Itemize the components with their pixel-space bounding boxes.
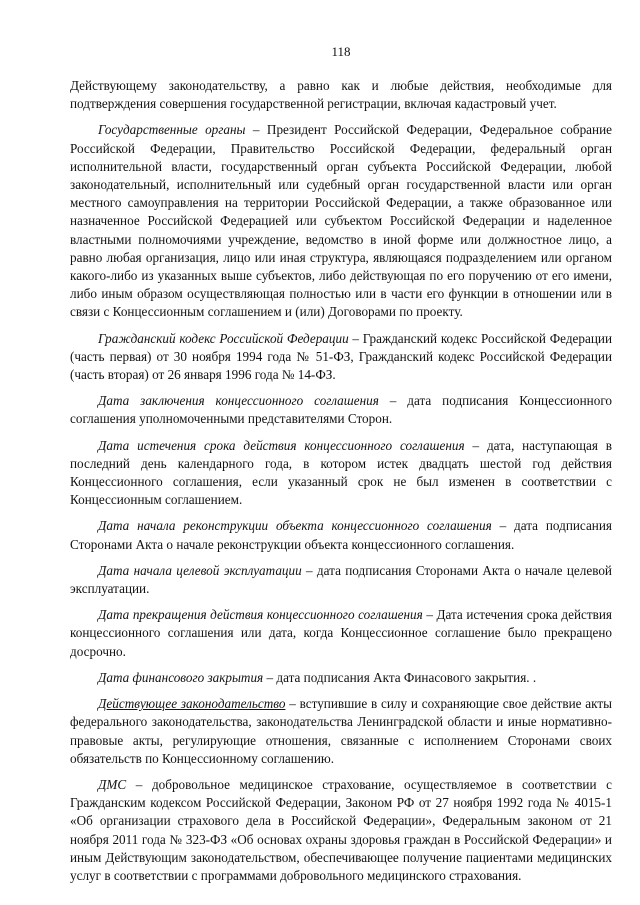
definition-term: Действующее законодательство: [98, 696, 286, 712]
definition-conclusion-date: [70, 392, 612, 428]
definition-operation-start-date: [70, 562, 612, 598]
definition-termination-date: [70, 606, 612, 661]
definition-financial-close-date: [70, 669, 612, 687]
definition-term: Дата истечения срока действия концессионного соглашения: [98, 437, 465, 453]
definition-term: Дата начала реконструкции объекта концессионного соглашения: [98, 518, 492, 534]
definition-text: – Президент Российской Федерации, Федеральное собрание Российской Федерации, Правительство Российской Федерации, федеральный орган исполнительной власти, государственный орган субъекта Российской Федерации, любой законодательный, исполнительный или судебный орган государственной власти или орган местного самоуправления на территории Российской Федерации, а также образованное или назначенное Российской Федерацией или субъектом Российской Федерации и наделенное властными полномочиями учреждение, ведомство в иной форме или должностное лицо, а равно любая организация, лицо или иная структура, являющаяся подразделением или органом какого-либо из указанных выше субъектов, либо действующая по его поручению от его имени, либо иным образом осуществляющая полностью или в части его функции в отношении или в связи с Концессионным соглашением и (или) Договорами по проекту.: [70, 122, 613, 320]
definition-term: Дата начала целевой эксплуатации: [98, 562, 302, 578]
definition-text: – Дата истечения срока действия концессионного соглашения или дата, когда Концессионное соглашение было прекращено досрочно.: [70, 607, 612, 659]
definition-current-legislation: [70, 695, 612, 768]
definition-expiry-date: [70, 437, 612, 510]
definition-term: ДМС: [98, 776, 127, 792]
definition-state-bodies: [70, 121, 612, 321]
definition-term: Гражданский кодекс Российской Федерации: [98, 330, 349, 346]
paragraph-text: Действующему законодательству, а равно как и любые действия, необходимые для подтверждения совершения государственной регистрации, включая кадастровый учет.: [70, 78, 612, 112]
paragraph-continuation: [70, 77, 612, 113]
definition-term: Дата заключения концессионного соглашения: [98, 393, 379, 409]
definition-text: – добровольное медицинское страхование, осуществляемое в соответствии с Гражданским кодексом Российской Федерации, Законом РФ от 27 ноября 1992 года № 4015-1 «Об организации страхового дела в Российской Федерации», Федеральным законом от 21 ноября 2011 года № 323-ФЗ «Об основах охраны здоровья граждан в Российской Федерации» и иным Действующим законодательством, обеспечивающее получение пациентами медицинских услуг в соответствии с программами добровольного медицинского страхования.: [70, 776, 612, 883]
definition-text: – вступившие в силу и сохраняющие свое действие акты федерального законодательства, законодательства Ленинградской области и иные нормативно-правовые акты, регулирующие отношения, связанные с исполнением Сторонами своих обязательств по Концессионному соглашению.: [70, 696, 612, 766]
definition-term: Государственные органы: [98, 122, 246, 138]
definition-text: – дата, наступающая в последний день календарного года, в котором истек двадцать шестой год действия Концессионного соглашения, если указанный срок не был изменен в соответствии с Концессионным соглашением.: [70, 437, 612, 508]
definition-term: Дата прекращения действия концессионного соглашения: [98, 607, 423, 623]
definition-text: – дата подписания Сторонами Акта о начале целевой эксплуатации.: [70, 562, 612, 597]
definition-civil-code: [70, 330, 612, 385]
definition-text: – дата подписания Сторонами Акта о начале реконструкции объекта концессионного соглашения.: [70, 518, 612, 552]
definition-text: – Гражданский кодекс Российской Федерации (часть первая) от 30 ноября 1994 года № 51-ФЗ, Гражданский кодекс Российской Федерации (часть вторая) от 26 января 1996 года № 14-ФЗ.: [70, 330, 613, 383]
page-number: 118: [331, 44, 351, 59]
definition-text: – дата подписания Акта Финасового закрытия. .: [263, 669, 537, 685]
definition-text: – дата подписания Концессионного соглашения уполномоченными представителями Сторон.: [70, 393, 612, 427]
definition-reconstruction-start-date: [70, 517, 612, 553]
definition-dms: [70, 776, 612, 885]
definition-term: Дата финансового закрытия: [98, 669, 264, 685]
